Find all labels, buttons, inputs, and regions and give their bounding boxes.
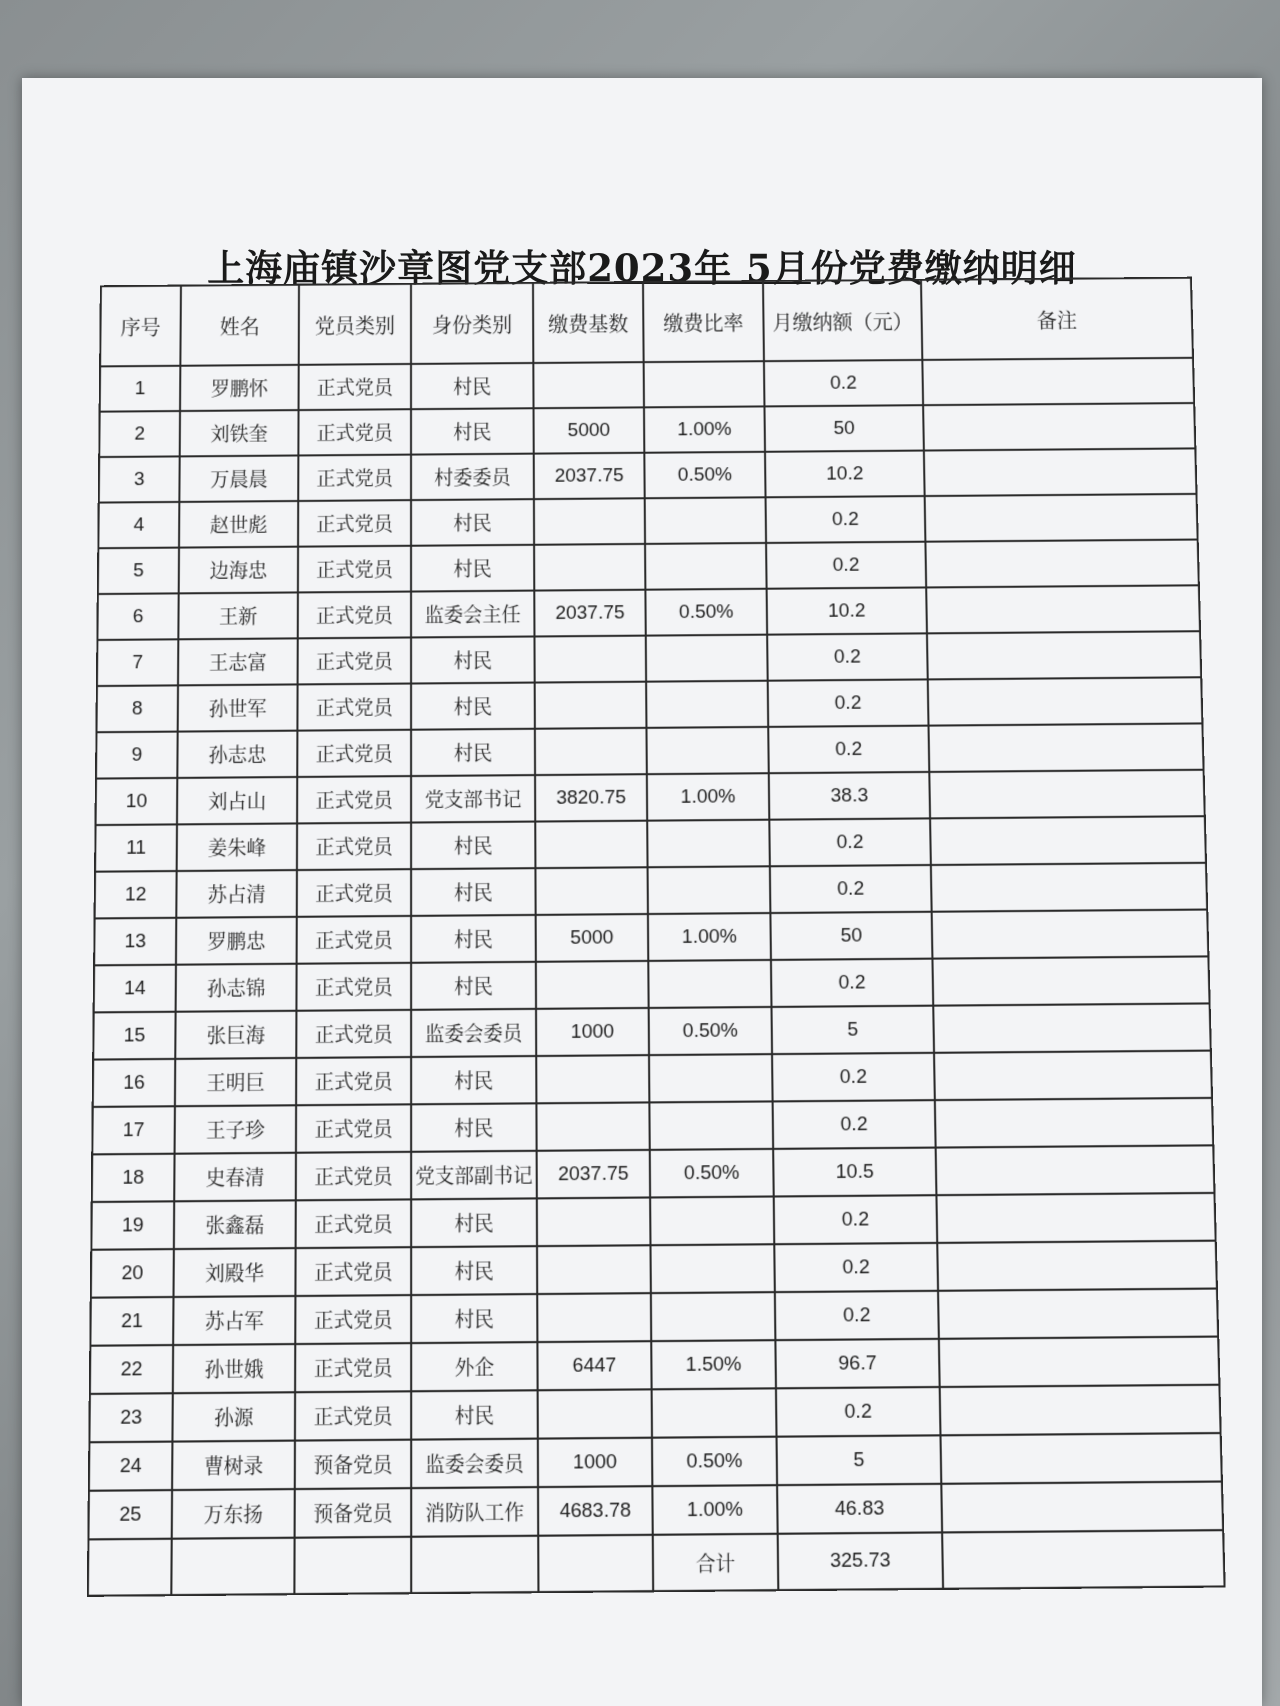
party-type-cell: 正式党员 (295, 1391, 411, 1440)
row-number-cell: 2 (99, 411, 180, 457)
member-name-cell: 刘占山 (177, 777, 297, 824)
member-name-cell: 王明巨 (175, 1058, 296, 1106)
remark-cell (940, 1433, 1221, 1484)
monthly-amount-cell: 0.2 (773, 1100, 936, 1149)
fee-base-cell (536, 1102, 649, 1150)
party-type-cell: 正式党员 (296, 1199, 412, 1248)
fee-rate-cell (650, 1244, 774, 1293)
party-type-cell: 正式党员 (297, 869, 411, 917)
party-type-cell: 正式党员 (296, 1010, 411, 1058)
party-type-cell: 正式党员 (296, 963, 411, 1011)
party-type-cell: 正式党员 (297, 684, 411, 731)
row-number-cell: 10 (96, 778, 178, 825)
row-number-cell: 4 (98, 502, 179, 548)
identity-type-cell: 村民 (411, 545, 534, 592)
remark-cell (932, 910, 1209, 959)
row-number-cell: 1 (100, 366, 181, 412)
fee-base-cell: 3820.75 (535, 774, 647, 821)
monthly-amount-cell: 0.2 (766, 542, 926, 589)
monthly-amount-cell: 0.2 (766, 496, 926, 543)
remark-cell (925, 494, 1198, 542)
party-type-cell: 正式党员 (297, 776, 411, 823)
monthly-amount-cell: 0.2 (768, 679, 929, 726)
identity-type-cell: 村民 (411, 962, 536, 1010)
identity-type-cell: 村民 (411, 1056, 536, 1104)
empty-cell (171, 1538, 294, 1595)
fee-base-cell (536, 961, 649, 1009)
identity-type-cell: 村民 (411, 363, 534, 409)
member-name-cell: 苏占清 (176, 870, 297, 918)
remark-cell (927, 631, 1201, 679)
remark-cell (926, 585, 1200, 633)
party-type-cell: 正式党员 (297, 823, 411, 871)
row-number-cell: 25 (88, 1490, 172, 1539)
party-type-cell: 正式党员 (299, 364, 411, 410)
fee-rate-cell: 0.50% (645, 589, 767, 636)
monthly-amount-cell: 0.2 (775, 1291, 939, 1340)
monthly-amount-cell: 5 (771, 1006, 934, 1054)
fee-base-cell: 6447 (537, 1341, 651, 1390)
fee-rate-cell: 0.50% (650, 1149, 774, 1198)
member-name-cell: 史春清 (174, 1153, 296, 1202)
remark-cell (937, 1241, 1217, 1291)
member-name-cell: 万晨晨 (179, 455, 298, 501)
header-cell: 身份类别 (411, 283, 533, 364)
monthly-amount-cell: 96.7 (775, 1339, 939, 1389)
member-name-cell: 罗鹏忠 (176, 917, 297, 965)
row-number-cell: 6 (97, 593, 178, 640)
member-name-cell: 孙世娥 (173, 1344, 295, 1393)
fee-base-cell (537, 1197, 651, 1246)
member-name-cell: 张鑫磊 (174, 1200, 296, 1249)
row-number-cell: 22 (90, 1345, 173, 1394)
header-cell: 序号 (100, 286, 181, 367)
member-name-cell: 王志富 (178, 638, 298, 685)
empty-cell (88, 1539, 172, 1596)
header-cell: 党员类别 (299, 284, 411, 365)
identity-type-cell: 村民 (411, 1103, 536, 1151)
remark-cell (934, 1051, 1212, 1101)
party-type-cell: 正式党员 (297, 916, 412, 964)
fee-rate-cell (650, 1196, 774, 1245)
identity-type-cell: 村委委员 (411, 454, 534, 500)
member-name-cell: 曹树录 (172, 1441, 295, 1490)
empty-cell (411, 1536, 538, 1593)
fee-base-cell: 2037.75 (534, 453, 645, 499)
fee-base-cell (537, 1293, 651, 1342)
row-number-cell: 15 (93, 1012, 175, 1060)
fee-rate-cell: 0.50% (652, 1437, 777, 1486)
fee-rate-cell (648, 866, 771, 914)
remark-cell (928, 677, 1203, 725)
remark-cell (922, 358, 1194, 405)
fee-base-cell (534, 498, 645, 545)
identity-type-cell: 村民 (411, 1198, 537, 1247)
monthly-amount-cell: 0.2 (774, 1243, 938, 1292)
fee-base-cell: 5000 (536, 914, 649, 962)
fee-base-cell: 1000 (538, 1438, 653, 1487)
remark-cell (932, 956, 1209, 1005)
identity-type-cell: 外企 (411, 1342, 537, 1391)
row-number-cell: 14 (94, 965, 176, 1013)
remark-cell (924, 448, 1197, 496)
row-number-cell: 18 (92, 1154, 175, 1202)
row-number-cell: 8 (96, 685, 178, 732)
member-name-cell: 张巨海 (175, 1011, 296, 1059)
fee-base-cell (535, 821, 647, 869)
row-number-cell: 7 (97, 639, 178, 686)
fee-base-cell (533, 362, 644, 408)
fee-rate-cell: 0.50% (649, 1007, 772, 1055)
member-name-cell: 罗鹏怀 (180, 365, 299, 411)
empty-cell (942, 1530, 1224, 1589)
row-number-cell: 21 (90, 1297, 173, 1346)
fee-rate-cell (647, 820, 770, 868)
identity-type-cell: 村民 (411, 729, 535, 776)
member-name-cell: 赵世彪 (179, 501, 298, 548)
member-name-cell: 王新 (178, 592, 298, 639)
monthly-amount-cell: 10.2 (767, 587, 927, 634)
member-name-cell: 孙志锦 (176, 964, 297, 1012)
dues-table (87, 277, 1226, 1597)
member-name-cell: 孙世军 (178, 684, 298, 731)
party-type-cell: 正式党员 (296, 1104, 411, 1152)
identity-type-cell: 村民 (411, 683, 535, 730)
monthly-amount-cell: 0.2 (776, 1387, 941, 1437)
member-name-cell: 孙志忠 (177, 731, 297, 778)
fee-base-cell (535, 682, 647, 729)
member-name-cell: 孙源 (172, 1392, 295, 1441)
identity-type-cell: 村民 (411, 1390, 538, 1439)
fee-rate-cell: 1.50% (651, 1340, 776, 1389)
fee-base-cell (534, 636, 646, 683)
dues-table-wrapper (87, 277, 1226, 1597)
header-cell: 缴费比率 (643, 281, 764, 362)
identity-type-cell: 党支部书记 (411, 775, 535, 822)
party-type-cell: 正式党员 (295, 1295, 411, 1344)
remark-cell (941, 1482, 1223, 1533)
member-name-cell: 姜朱峰 (177, 823, 297, 871)
fee-rate-cell (649, 1101, 773, 1149)
fee-base-cell: 1000 (536, 1008, 649, 1056)
monthly-amount-cell: 0.2 (774, 1195, 938, 1244)
header-cell: 姓名 (180, 285, 299, 366)
fee-base-cell: 2037.75 (534, 590, 645, 637)
identity-type-cell: 村民 (411, 636, 535, 683)
identity-type-cell: 监委会主任 (411, 591, 534, 638)
title-underlined-period: 2023年 5月 (587, 246, 811, 290)
identity-type-cell: 监委会委员 (411, 1009, 536, 1057)
member-name-cell: 苏占军 (173, 1296, 295, 1345)
remark-cell (935, 1098, 1213, 1148)
row-number-cell: 13 (94, 918, 176, 966)
monthly-amount-cell: 50 (764, 405, 923, 452)
party-type-cell: 正式党员 (298, 455, 411, 501)
party-type-cell: 预备党员 (295, 1440, 411, 1489)
row-number-cell: 9 (96, 732, 178, 779)
party-type-cell: 预备党员 (295, 1488, 412, 1538)
party-type-cell: 正式党员 (298, 546, 411, 593)
fee-base-cell: 5000 (534, 407, 645, 453)
row-number-cell: 23 (89, 1393, 172, 1442)
fee-rate-cell (651, 1292, 776, 1341)
member-name-cell: 王子珍 (175, 1105, 297, 1153)
party-type-cell: 正式党员 (295, 1343, 411, 1392)
fee-rate-cell (648, 960, 771, 1008)
remark-cell (938, 1289, 1218, 1339)
fee-base-cell (538, 1389, 652, 1438)
row-number-cell: 24 (89, 1442, 173, 1491)
party-type-cell: 正式党员 (297, 730, 411, 777)
fee-base-cell (534, 544, 645, 591)
identity-type-cell: 村民 (411, 1294, 537, 1343)
remark-cell (929, 723, 1204, 772)
identity-type-cell: 村民 (411, 408, 534, 454)
fee-rate-cell (646, 727, 768, 774)
remark-cell (931, 863, 1207, 912)
identity-type-cell: 村民 (411, 1246, 537, 1295)
identity-type-cell: 村民 (411, 499, 534, 546)
identity-type-cell: 村民 (411, 868, 536, 916)
fee-base-cell (535, 728, 647, 775)
fee-rate-cell: 1.00% (644, 406, 765, 452)
party-type-cell: 正式党员 (295, 1247, 411, 1296)
monthly-amount-cell: 0.2 (764, 360, 923, 406)
member-name-cell: 刘铁奎 (180, 410, 299, 456)
fee-rate-cell (644, 361, 765, 407)
fee-rate-cell: 1.00% (647, 773, 769, 820)
remark-cell (925, 540, 1198, 588)
title-prefix: 上海庙镇沙章图党支部 (207, 246, 588, 290)
fee-base-cell (536, 1055, 649, 1103)
row-number-cell: 12 (95, 871, 177, 918)
party-type-cell: 正式党员 (298, 500, 411, 547)
total-label: 合计 (653, 1534, 779, 1591)
monthly-amount-cell: 50 (770, 912, 932, 960)
remark-cell (929, 770, 1204, 819)
identity-type-cell: 监委会委员 (411, 1439, 538, 1489)
remark-cell (923, 403, 1195, 451)
monthly-amount-cell: 0.2 (771, 959, 933, 1007)
monthly-amount-cell: 0.2 (770, 865, 932, 913)
remark-cell (940, 1385, 1221, 1436)
monthly-amount-cell: 10.2 (765, 451, 925, 498)
empty-cell (294, 1537, 411, 1594)
fee-rate-cell: 1.00% (648, 913, 771, 961)
row-number-cell: 19 (91, 1201, 174, 1249)
remark-cell (936, 1193, 1215, 1243)
header-cell: 备注 (921, 278, 1193, 360)
remark-cell (933, 1003, 1211, 1052)
fee-rate-cell (646, 681, 768, 728)
monthly-amount-cell: 0.2 (772, 1053, 935, 1102)
monthly-amount-cell: 5 (777, 1435, 942, 1485)
identity-type-cell: 党支部副书记 (411, 1151, 537, 1200)
total-amount: 325.73 (778, 1532, 943, 1590)
total-row (88, 1530, 1225, 1596)
identity-type-cell: 村民 (411, 915, 536, 963)
fee-rate-cell (652, 1388, 777, 1437)
monthly-amount-cell: 38.3 (769, 772, 930, 820)
identity-type-cell: 消防队工作 (411, 1487, 538, 1537)
paper-sheet (22, 78, 1262, 1706)
row-number-cell: 16 (93, 1059, 176, 1107)
fee-base-cell (535, 867, 647, 915)
member-name-cell: 万东扬 (172, 1489, 295, 1539)
fee-rate-cell: 0.50% (644, 452, 765, 498)
monthly-amount-cell: 0.2 (767, 633, 928, 680)
fee-rate-cell (645, 543, 767, 590)
row-number-cell: 3 (99, 456, 180, 502)
remark-cell (930, 816, 1206, 865)
row-number-cell: 17 (92, 1106, 175, 1154)
identity-type-cell: 村民 (411, 822, 535, 870)
fee-rate-cell (646, 635, 768, 682)
table-header-row (100, 278, 1193, 367)
monthly-amount-cell: 10.5 (773, 1148, 936, 1197)
header-cell: 缴费基数 (533, 282, 644, 363)
fee-base-cell: 2037.75 (537, 1150, 651, 1199)
party-type-cell: 正式党员 (298, 409, 411, 455)
monthly-amount-cell: 0.2 (769, 818, 931, 866)
fee-base-cell (537, 1245, 651, 1294)
remark-cell (939, 1337, 1220, 1387)
fee-base-cell: 4683.78 (538, 1486, 653, 1536)
row-number-cell: 20 (91, 1249, 174, 1298)
member-name-cell: 边海忠 (179, 547, 298, 594)
row-number-cell: 5 (98, 548, 179, 594)
title-suffix: 份党费缴纳明细 (810, 246, 1077, 290)
fee-rate-cell (649, 1054, 773, 1102)
fee-rate-cell (645, 497, 766, 544)
empty-cell (538, 1535, 653, 1592)
party-type-cell: 正式党员 (298, 637, 411, 684)
fee-rate-cell: 1.00% (652, 1485, 777, 1535)
remark-cell (936, 1145, 1215, 1195)
party-type-cell: 正式党员 (296, 1152, 411, 1201)
monthly-amount-cell: 0.2 (768, 726, 929, 774)
row-number-cell: 11 (95, 824, 177, 871)
member-name-cell: 刘殿华 (174, 1248, 296, 1297)
party-type-cell: 正式党员 (298, 592, 411, 639)
header-cell: 月缴纳额（元） (763, 280, 922, 361)
monthly-amount-cell: 46.83 (777, 1484, 942, 1534)
party-type-cell: 正式党员 (296, 1057, 411, 1105)
